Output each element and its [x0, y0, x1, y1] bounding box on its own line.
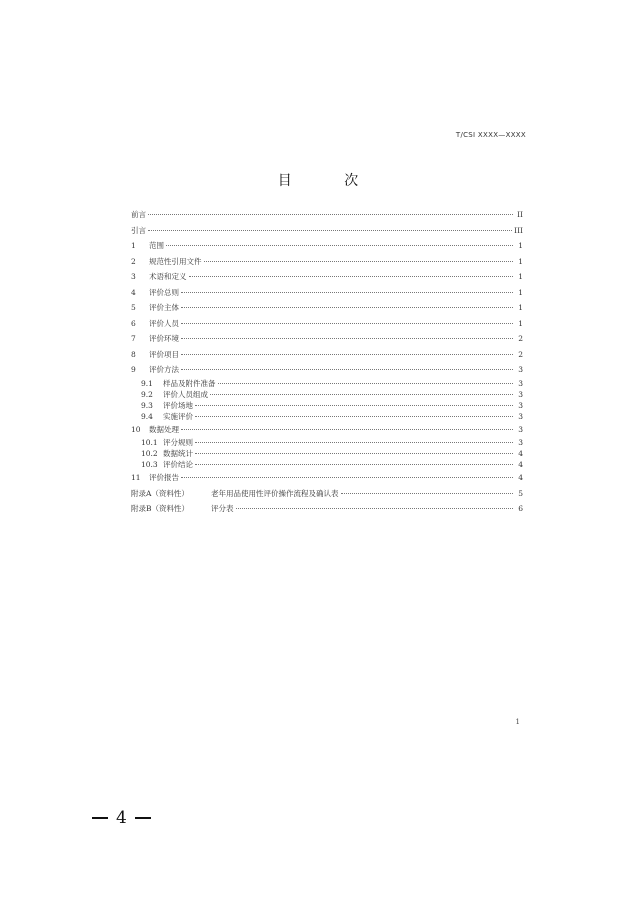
toc-dot-leader	[148, 229, 512, 231]
toc-entry[interactable]	[131, 389, 523, 400]
toc-title: 目 次	[277, 173, 383, 189]
toc-dot-leader	[148, 213, 513, 215]
toc-dot-leader	[181, 337, 513, 339]
toc-entry-page: 5	[518, 488, 523, 498]
toc-entry[interactable]	[131, 269, 523, 285]
toc-dot-leader	[189, 275, 514, 277]
toc-entry[interactable]	[131, 223, 523, 239]
toc-entry-label: 样品及附件准备	[163, 378, 216, 388]
toc-entry-page: 3	[518, 365, 523, 374]
toc-entry-label: 评价结论	[163, 460, 193, 469]
toc-entry-number: 10	[131, 424, 141, 434]
toc-entry-number: 11	[131, 473, 141, 482]
folio-dash-left	[92, 817, 108, 819]
toc-list	[131, 207, 523, 517]
toc-entry-number: 8	[131, 349, 136, 359]
toc-entry[interactable]	[131, 331, 523, 347]
toc-entry[interactable]	[131, 254, 523, 270]
toc-entry-page: 3	[518, 424, 523, 434]
toc-entry-page: 3	[518, 400, 523, 410]
toc-entry-label: 实施评价	[163, 411, 193, 421]
toc-dot-leader	[195, 415, 513, 417]
toc-entry-number: 1	[131, 241, 136, 250]
toc-entry[interactable]	[131, 400, 523, 411]
toc-entry-label: 评价环境	[149, 334, 179, 343]
toc-entry-page: 1	[518, 303, 523, 312]
toc-dot-leader	[341, 492, 514, 494]
toc-entry-number: 附录A（资料性）	[131, 488, 189, 498]
toc-entry[interactable]	[131, 459, 523, 470]
toc-entry-number: 9.1	[141, 378, 153, 388]
toc-entry-page: 1	[518, 241, 523, 250]
toc-entry-number: 2	[131, 256, 136, 266]
folio-number: 4	[116, 808, 127, 828]
toc-entry[interactable]	[131, 238, 523, 254]
toc-entry-label: 评价主体	[149, 303, 179, 312]
toc-entry-label: 评价项目	[149, 349, 179, 359]
toc-dot-leader	[181, 428, 513, 430]
toc-entry-number: 10.3	[141, 460, 158, 469]
toc-entry-number: 9.2	[141, 389, 153, 399]
toc-entry-page: 2	[518, 334, 523, 343]
toc-entry-page: 1	[518, 287, 523, 297]
toc-entry-page: 3	[518, 389, 523, 399]
toc-entry-page: 6	[518, 504, 523, 513]
toc-entry-label: 前言	[131, 210, 146, 219]
toc-dot-leader	[236, 507, 514, 509]
toc-entry-label: 评价人员组成	[163, 389, 208, 399]
toc-entry-label: 术语和定义	[149, 272, 187, 281]
toc-entry-label: 老年用品使用性评价操作流程及确认表	[211, 488, 339, 498]
toc-entry[interactable]	[131, 300, 523, 316]
toc-entry-page: 3	[518, 378, 523, 388]
toc-entry-page: 3	[518, 411, 523, 421]
toc-entry[interactable]	[131, 448, 523, 459]
toc-entry-number: 9.3	[141, 400, 153, 410]
toc-entry-page: III	[514, 225, 523, 235]
toc-entry-page: 4	[518, 473, 523, 482]
toc-entry[interactable]	[131, 422, 523, 438]
toc-entry-page: 2	[518, 349, 523, 359]
toc-entry-page: 1	[518, 272, 523, 281]
toc-entry[interactable]	[131, 347, 523, 363]
toc-dot-leader	[181, 306, 513, 308]
toc-entry-label: 数据统计	[163, 449, 193, 458]
toc-entry[interactable]	[131, 501, 523, 517]
toc-entry-number: 9.4	[141, 411, 153, 421]
toc-dot-leader	[195, 463, 513, 465]
toc-dot-leader	[218, 382, 514, 384]
toc-entry-page: 1	[518, 256, 523, 266]
toc-dot-leader	[181, 353, 513, 355]
toc-entry[interactable]	[131, 411, 523, 422]
toc-entry-number: 4	[131, 287, 136, 297]
toc-entry-page: 4	[518, 449, 523, 458]
toc-entry-number: 6	[131, 318, 136, 328]
toc-dot-leader	[166, 244, 513, 246]
toc-entry-label: 规范性引用文件	[149, 256, 202, 266]
toc-entry-number: 附录B（资料性）	[131, 504, 190, 513]
page-number: 1	[515, 718, 520, 726]
toc-dot-leader	[195, 452, 513, 454]
toc-entry[interactable]	[131, 285, 523, 301]
toc-dot-leader	[210, 393, 513, 395]
folio	[92, 808, 151, 828]
toc-dot-leader	[195, 404, 513, 406]
toc-dot-leader	[204, 260, 514, 262]
toc-entry-label: 评价方法	[149, 365, 179, 374]
toc-entry-number: 5	[131, 303, 136, 312]
toc-entry-number: 10.1	[141, 438, 158, 447]
toc-entry-page: II	[517, 210, 523, 219]
toc-entry-label: 评价报告	[149, 473, 179, 482]
toc-entry[interactable]	[131, 437, 523, 448]
standard-code: T/CSI XXXX—XXXX	[455, 131, 526, 139]
toc-entry-label: 引言	[131, 225, 146, 235]
toc-entry-number: 3	[131, 272, 136, 281]
toc-entry-label: 评价人员	[149, 318, 179, 328]
toc-entry[interactable]	[131, 362, 523, 378]
toc-entry[interactable]	[131, 486, 523, 502]
toc-entry-number: 10.2	[141, 449, 158, 458]
toc-entry-page: 1	[518, 318, 523, 328]
toc-dot-leader	[181, 476, 513, 478]
toc-entry[interactable]	[131, 207, 523, 223]
toc-entry[interactable]	[131, 378, 523, 389]
toc-entry-label: 评价总则	[149, 287, 179, 297]
toc-entry-label: 评价场地	[163, 400, 193, 410]
toc-entry-page: 3	[518, 438, 523, 447]
toc-dot-leader	[181, 368, 513, 370]
toc-entry-label: 评分表	[211, 504, 234, 513]
folio-dash-right	[135, 817, 151, 819]
toc-dot-leader	[181, 291, 513, 293]
toc-entry[interactable]	[131, 316, 523, 332]
toc-dot-leader	[181, 322, 513, 324]
toc-entry-page: 4	[518, 460, 523, 469]
toc-entry-label: 评分规则	[163, 438, 193, 447]
toc-dot-leader	[195, 441, 513, 443]
toc-entry-label: 范围	[149, 241, 164, 250]
toc-entry-number: 9	[131, 365, 136, 374]
toc-entry-label: 数据处理	[149, 424, 179, 434]
toc-entry[interactable]	[131, 470, 523, 486]
toc-entry-number: 7	[131, 334, 136, 343]
